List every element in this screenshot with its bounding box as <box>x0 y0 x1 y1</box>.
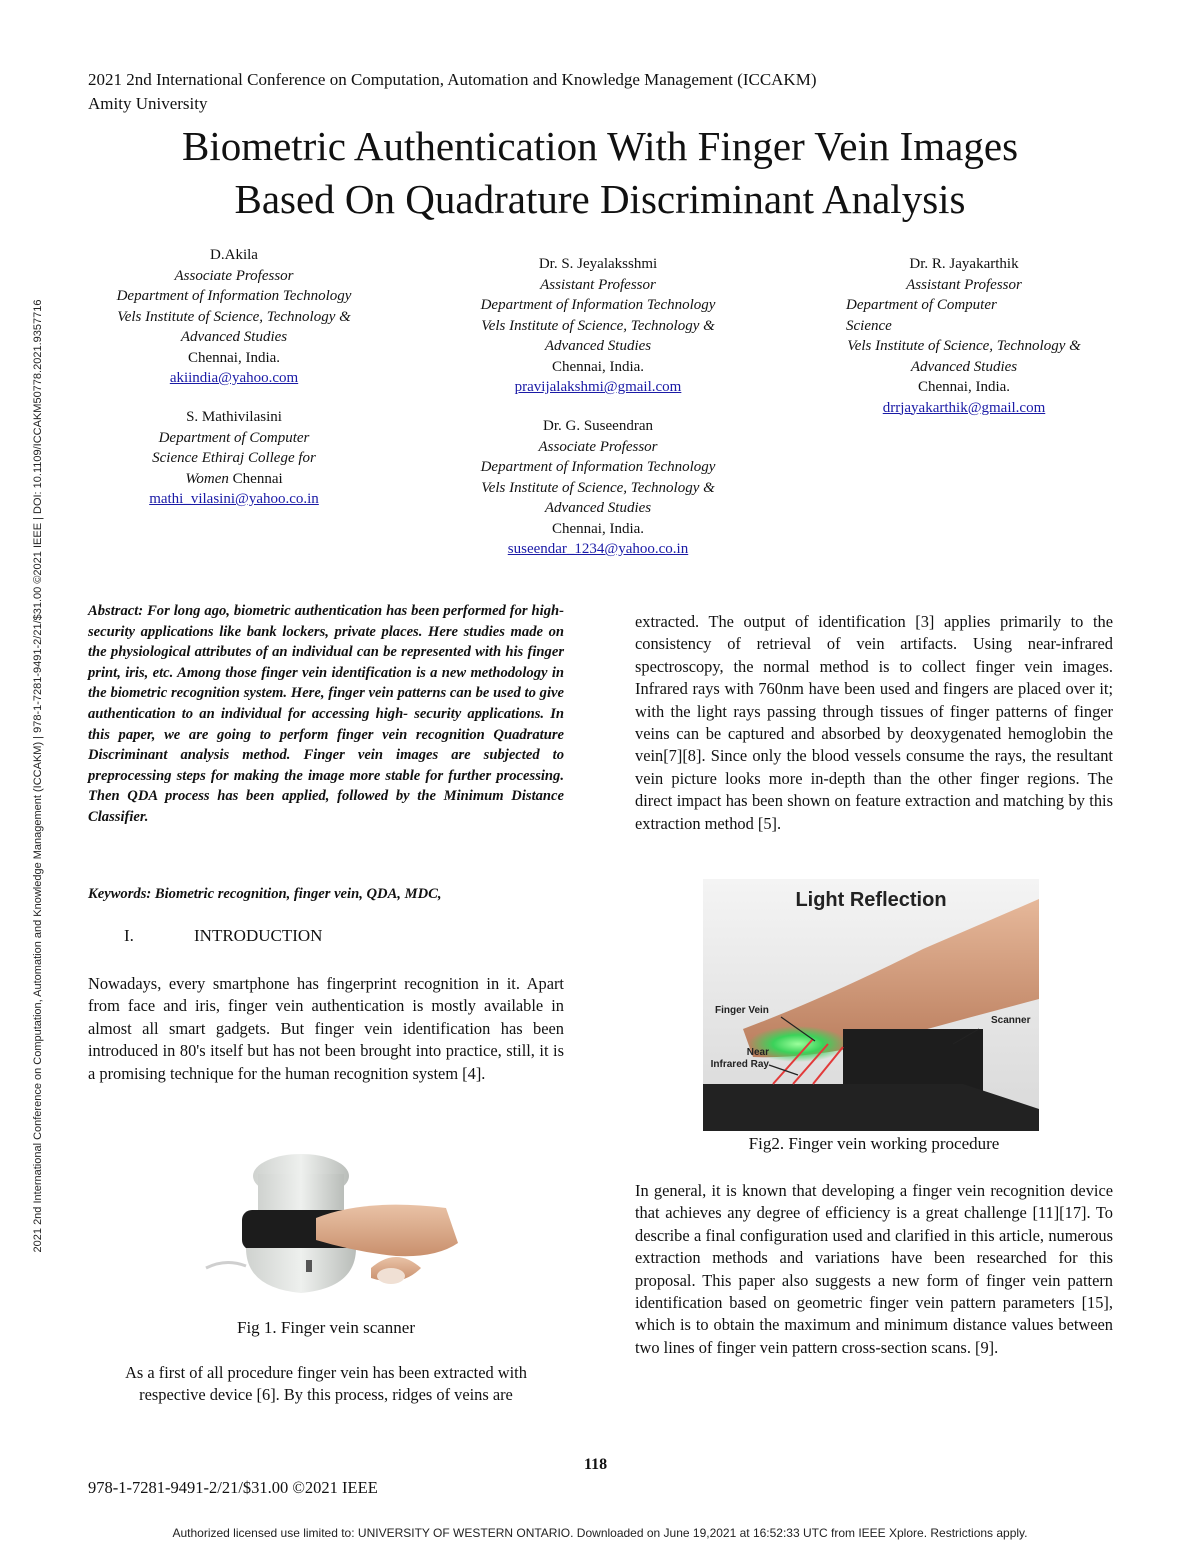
section-title: INTRODUCTION <box>194 926 323 945</box>
conference-venue: Amity University <box>88 94 208 113</box>
figure-2-label-ir <box>703 1047 769 1071</box>
author-dept-2: Science <box>846 317 892 334</box>
author-inst-2: Advanced Studies <box>910 358 1018 375</box>
right-paragraph-2: In general, it is known that developing a finger vein recognition device that achieves any degree of efficiency is a great challenge [11][17]. To describe a final configuration used and clarified in this article, numerous extraction methods and variations have been researched for this proposal. This paper also suggests a new form of finger vein pattern identification based on geometric finger vein pattern parameters [15], which is to obtain the maximum and minimum distance values between two lines of finger vein pattern cross-section scans. [9]. <box>635 1181 1113 1357</box>
title-line-1: Biometric Authentication With Finger Vein Images <box>181 123 1019 169</box>
abstract: Abstract: For long ago, biometric authentication has been performed for high-security applications like bank lockers, private places. Here studies made on the physiological attributes of an individual can be represented with his finger print, iris, etc. Among those finger vein identification is a new methodology in the biometric recognition system. Here, finger vein patterns can be used to give authentication to an individual for accessing high- security applications. In this paper, we are going to perform finger vein recognition Quadrature Discriminant analysis method. Finger vein images are subjected to preprocessing steps for making the image more stable for further processing. Then QDA process has been applied, followed by the Minimum Distance Classifier. <box>88 603 564 825</box>
author-name: Dr. S. Jeyalaksshmi <box>538 256 658 272</box>
author-inst: Science Ethiraj College for <box>152 450 316 466</box>
figure-1-scanner-image <box>196 1148 460 1308</box>
author-dept: Department of Information Technology <box>480 297 716 313</box>
author-inst-2: Advanced Studies <box>544 338 652 354</box>
author-block-jayakarthik <box>818 254 1110 418</box>
left-column-tail: As a first of all procedure finger vein has been extracted with respective device [6]. By this process, ridges of veins are <box>125 1363 527 1405</box>
page-number: 118 <box>584 1456 608 1473</box>
author-name: Dr. G. Suseendran <box>543 418 653 434</box>
figure-2-label-vein: Finger Vein <box>715 1005 769 1016</box>
author-title: Assistant Professor <box>906 276 1022 293</box>
author-name: Dr. R. Jayakarthik <box>909 256 1019 272</box>
author-dept: Department of Computer <box>158 429 310 446</box>
figure-2-label-ir-1: Near <box>746 1047 769 1058</box>
author-email-link[interactable]: pravijalakshmi@gmail.com <box>514 379 682 395</box>
author-city: Chennai <box>228 470 283 487</box>
footer-isbn: 978-1-7281-9491-2/21/$31.00 ©2021 IEEE <box>88 1478 378 1497</box>
sidebar-citation: 2021 2nd International Conference on Computation, Automation and Knowledge Management (ICCAKM) | 978-1-7281-9491-2/21/$31.00 ©2021 IEEE | DOI: 10.1109/ICCAKM50778.2021.9357716 <box>32 299 44 1253</box>
figure-2-caption: Fig2. Finger vein working procedure <box>748 1134 1000 1153</box>
author-block-mathivilasini <box>88 407 380 510</box>
author-dept: Department of Computer <box>846 297 997 313</box>
title-line-2: Based On Quadrature Discriminant Analysis <box>234 176 966 222</box>
author-city: Chennai, India. <box>187 349 281 366</box>
author-inst-2: Advanced Studies <box>180 329 288 345</box>
author-title: Associate Professor <box>174 267 294 284</box>
figure-2-label-scanner: Scanner <box>991 1015 1031 1026</box>
author-name: S. Mathivilasini <box>186 409 282 425</box>
author-city: Chennai, India. <box>551 520 645 537</box>
author-inst-2: Women <box>185 470 229 487</box>
conference-name: 2021 2nd International Conference on Computation, Automation and Knowledge Management (ICCAKM) <box>88 70 817 89</box>
author-title: Assistant Professor <box>540 276 656 293</box>
figure-1-caption: Fig 1. Finger vein scanner <box>237 1318 415 1337</box>
author-dept: Department of Information Technology <box>116 288 352 304</box>
author-city: Chennai, India. <box>917 379 1011 395</box>
author-inst-2: Advanced Studies <box>544 500 652 516</box>
author-inst: Vels Institute of Science, Technology & <box>481 479 715 496</box>
author-email-link[interactable]: mathi_vilasini@yahoo.co.in <box>149 491 319 507</box>
author-inst: Vels Institute of Science, Technology & <box>481 317 715 334</box>
author-email-link[interactable]: akiindia@yahoo.com <box>169 370 299 386</box>
conference-header <box>88 68 817 116</box>
section-number: I. <box>124 926 134 945</box>
author-block-suseendran <box>452 416 744 560</box>
author-email-link[interactable]: drrjayakarthik@gmail.com <box>882 399 1046 416</box>
author-city-line <box>88 469 380 490</box>
author-inst: Vels Institute of Science, Technology & <box>117 308 351 325</box>
author-inst: Vels Institute of Science, Technology & <box>847 338 1081 354</box>
author-dept: Department of Information Technology <box>480 459 716 475</box>
license-notice: Authorized licensed use limited to: UNIVERSITY OF WESTERN ONTARIO. Downloaded on June 19,2021 at 16:52:33 UTC from IEEE Xplore. Restrictions apply. <box>172 1526 1028 1540</box>
right-paragraph-1: extracted. The output of identification [3] applies primarily to the consistency of retrieval of vein artifacts. Using near-infrared spectroscopy, the normal method is to collect finger vein images. Infrared rays with 760nm have been used and fingers are placed over it; with the light rays passing through tissues of finger patterns of finger veins can be captured and absorbed by deoxygenated hemoglobin the vein[7][8]. Since only the blood vessels consume the rays, the resultant vein picture looks more in-depth than the other finger regions. The direct impact has been shown on feature extraction and matching by this extraction method [5]. <box>635 612 1113 833</box>
paper-title <box>0 120 1200 226</box>
keywords: Keywords: Biometric recognition, finger vein, QDA, MDC, <box>88 886 442 902</box>
author-city: Chennai, India. <box>551 358 645 375</box>
figure-2-title: Light Reflection <box>795 889 947 911</box>
author-email-link[interactable]: suseendar_1234@yahoo.co.in <box>507 541 689 557</box>
finger-vein-scanner-illustration <box>196 1148 460 1308</box>
author-block-akila <box>88 245 380 389</box>
author-block-jeyalaksshmi <box>452 254 744 398</box>
author-title: Associate Professor <box>538 438 658 455</box>
figure-2-light-reflection-image <box>703 879 1039 1131</box>
intro-paragraph: Nowadays, every smartphone has fingerprint recognition in it. Apart from face and iris, finger vein authentication is mostly available in almost all smart gadgets. But finger vein identification has been introduced in 80's itself but has not been brought into practice, still, it is a promising technique for the human recognition system [4]. <box>88 974 564 1083</box>
figure-2-label-ir-2: Infrared Ray <box>710 1059 769 1070</box>
author-name: D.Akila <box>210 247 258 263</box>
section-heading <box>124 926 322 946</box>
